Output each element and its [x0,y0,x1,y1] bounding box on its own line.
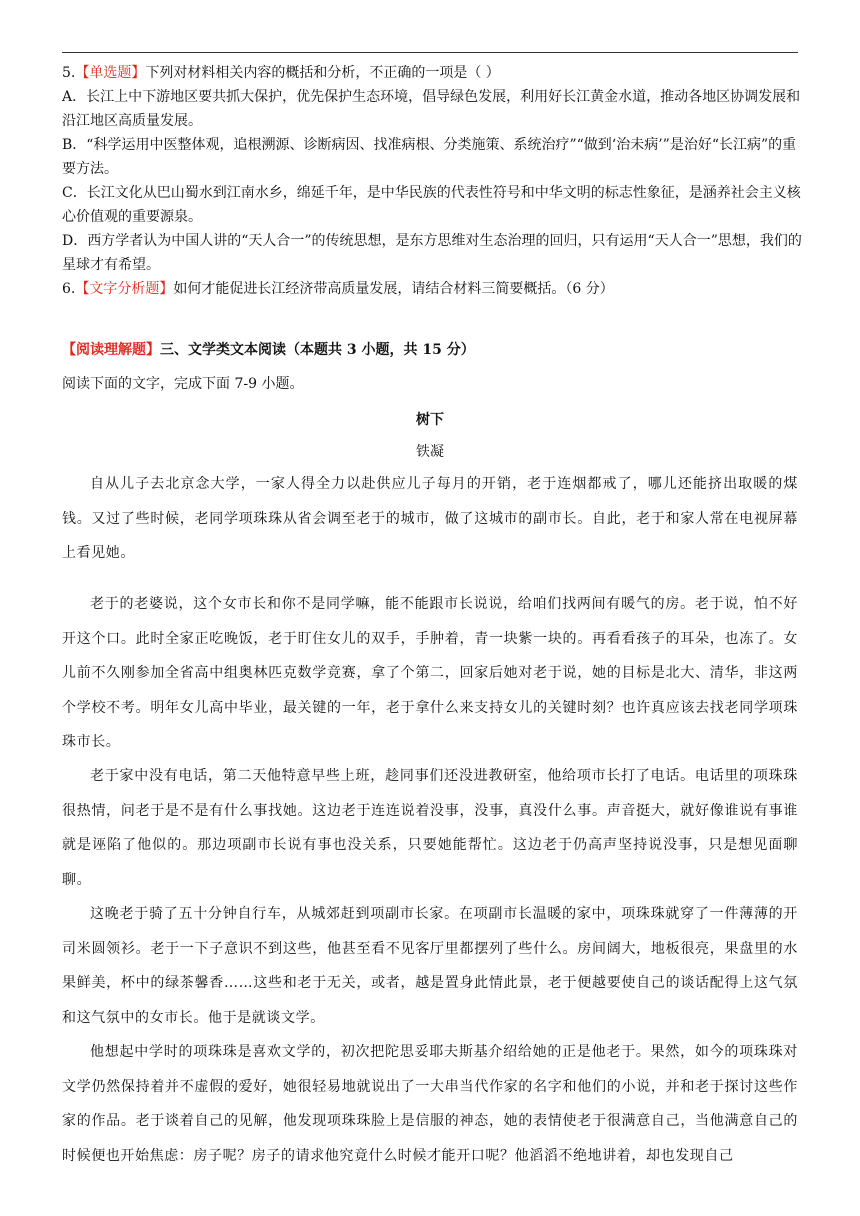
question-type-tag: 【文字分析题】 [75,281,174,297]
question-text: 下列对材料相关内容的概括和分析，不正确的一项是（ ） [145,65,500,81]
paragraph-2: 老于的老婆说，这个女市长和你不是同学嘛，能不能跟市长说说，给咱们找两间有暖气的房。老于说，怕不好开这个口。此时全家正吃晚饭，老于盯住女儿的双手，手肿着，青一块紫一块的。再看看孩子的耳朵，也冻了。女儿前不久刚参加全省高中组奥林匹克数学竞赛，拿了个第二，回家后她对老于说，她的目标是北大、清华，非这两个学校不考。明年女儿高中毕业，最关键的一年，老于拿什么来支持女儿的关键时刻？也许真应该去找老同学项珠珠市长。 [62,596,798,750]
story-title: 树下 [416,412,444,428]
question-5 [62,61,802,301]
paragraph-5: 他想起中学时的项珠珠是喜欢文学的，初次把陀思妥耶夫斯基介绍给她的正是他老于。果然，如今的项珠珠对文学仍然保持着并不虚假的爱好，她很轻易地就说出了一大串当代作家的名字和他们的小说，并和老于探讨这些作家的作品。老于谈着自己的见解，他发现项珠珠脸上是信服的神态，她的表情使老于很满意自己，当他满意自己的时候便也开始焦虑：房子呢？房子的请求他究竟什么时候才能开口呢？他滔滔不绝地讲着，却也发现自己 [62,1044,798,1164]
question-6 [62,277,802,301]
paragraph-1: 自从儿子去北京念大学，一家人得全力以赴供应儿子每月的开销，老于连烟都戒了，哪儿还能挤出取暖的煤钱。又过了些时候，老同学项珠珠从省会调至老于的城市，做了这城市的副市长。自此，老于和家人常在电视屏幕上看见她。 [62,476,798,561]
paragraph-4: 这晚老于骑了五十分钟自行车，从城郊赶到项副市长家。在项副市长温暖的家中，项珠珠就穿了一件薄薄的开司米圆领衫。老于一下子意识不到这些，他甚至看不见客厅里都摆列了些什么。房间阔大，地板很亮，果盘里的水果鲜美，杯中的绿茶馨香……这些和老于无关，或者，越是置身此情此景，老于便越要使自己的谈话配得上这气氛和这气氛中的女市长。他于是就谈文学。 [62,906,798,1026]
option-c: C．长江文化从巴山蜀水到江南水乡，绵延千年，是中华民族的代表性符号和中华文明的标志性象征，是涵养社会主义核心价值观的重要源泉。 [62,185,801,225]
section-instruction: 阅读下面的文字，完成下面 7-9 小题。 [62,376,304,392]
option-a: A．长江上中下游地区要共抓大保护，优先保护生态环境，倡导绿色发展，利用好长江黄金水道，推动各地区协调发展和沿江地区高质量发展。 [62,89,801,129]
option-d: D．西方学者认为中国人讲的“天人合一”的传统思想，是东方思维对生态治理的回归，只有运用“天人合一”思想，我们的星球才有希望。 [62,233,802,273]
question-number: 5. [62,65,76,81]
question-number: 6. [62,281,76,297]
story-author: 铁凝 [416,444,444,460]
option-b: B．“科学运用中医整体观，追根溯源、诊断病因、找准病根、分类施策、系统治疗”“做到‘治未病’”是治好“长江病”的重要方法。 [62,137,797,177]
section-header [62,338,802,362]
section-tag: 【阅读理解题】 [62,342,160,358]
section-heading: 三、文学类文本阅读（本题共 3 小题，共 15 分） [160,342,475,358]
question-5-stem [62,61,802,85]
paragraph-3: 老于家中没有电话，第二天他特意早些上班，趁同事们还没进教研室，他给项市长打了电话。电话里的项珠珠很热情，问老于是不是有什么事找她。这边老于连连说着没事，没事，真没什么事。声音挺大，就好像谁说有事谁就是诬陷了他似的。那边项副市长说有事也没关系，只要她能帮忙。这边老于仍高声坚持说没事，只是想见面聊聊。 [62,768,798,888]
header-rule [62,52,798,53]
question-text: 如何才能促进长江经济带高质量发展，请结合材料三简要概括。（6 分） [173,281,614,297]
question-type-tag: 【单选题】 [75,65,146,81]
